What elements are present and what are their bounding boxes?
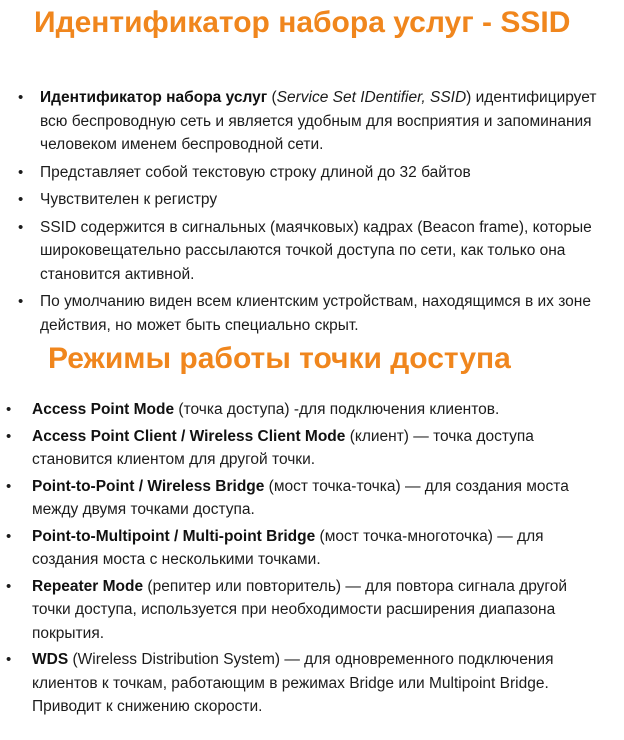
bullet-icon: • (6, 577, 12, 595)
term-italic: Service Set IDentifier, SSID (276, 89, 467, 106)
item-text: ) идентифицирует всю беспроводную сеть и является удобным для восприятия и запоминания человеком именем беспроводной сети. (40, 89, 597, 153)
bullet-icon: • (6, 427, 12, 445)
bullet-icon: • (18, 191, 24, 208)
list-item (6, 525, 606, 572)
bullet-icon: • (6, 527, 12, 545)
list-item (6, 425, 606, 472)
mode-name: Repeater Mode (32, 577, 144, 595)
bullet-icon: • (18, 163, 24, 181)
item-text: По умолчанию виден всем клиентским устройствам, находящимся в их зоне действия, но может быть специально скрыт. (40, 293, 591, 334)
bullet-icon: • (18, 293, 24, 310)
bullet-icon: • (6, 401, 12, 418)
item-text: (мост точка-точка) — для создания моста между двумя точками доступа. (32, 477, 569, 518)
list-item (18, 161, 608, 185)
item-text: SSID содержится в сигнальных (маячковых) кадрах (Beacon frame), которые широковещательно рассылаются точкой доступа по сети, как только она становится активной. (40, 218, 592, 283)
bullet-icon: • (18, 89, 24, 106)
bullet-icon: • (6, 477, 12, 495)
list-item (18, 216, 608, 287)
mode-name: Point-to-Multipoint / Multi-point Bridge (32, 527, 316, 545)
bullet-icon: • (6, 651, 12, 668)
item-text: ( (267, 89, 277, 106)
item-text: (мост точка-многоточка) — для создания моста с несколькими точками. (32, 527, 544, 568)
item-text: (клиент) — точка доступа становится клиентом для другой точки. (32, 427, 534, 468)
list-item (18, 86, 608, 157)
bullet-icon: • (18, 218, 24, 236)
list-item (6, 575, 606, 646)
list-item (6, 475, 606, 522)
ap-modes-bullet-list (6, 398, 606, 722)
mode-name: Access Point Client / Wireless Client Mode (32, 427, 346, 445)
item-text: Представляет собой текстовую строку длиной до 32 байтов (40, 163, 471, 181)
ssid-bullet-list (18, 86, 608, 341)
section-title-ssid: Идентификатор набора услуг - SSID (34, 6, 571, 39)
list-item (6, 648, 606, 719)
list-item (18, 188, 608, 212)
mode-name: WDS (32, 651, 69, 668)
item-text: (Wireless Distribution System) — для одновременного подключения клиентов к точкам, работающим в режимах Bridge или Multipoint Bridge. Приводит к снижению скорости. (32, 651, 554, 715)
item-text: (точка доступа) -для подключения клиентов. (174, 401, 500, 418)
section-title-ap-modes: Режимы работы точки доступа (48, 342, 511, 375)
list-item (6, 398, 606, 422)
mode-name: Access Point Mode (32, 401, 175, 418)
list-item (18, 290, 608, 337)
item-text: (репитер или повторитель) — для повтора сигнала другой точки доступа, используется при необходимости расширения диапазона покрытия. (32, 577, 568, 642)
mode-name: Point-to-Point / Wireless Bridge (32, 477, 265, 495)
term-bold: Идентификатор набора услуг (40, 89, 268, 106)
item-text: Чувствителен к регистру (40, 191, 218, 208)
